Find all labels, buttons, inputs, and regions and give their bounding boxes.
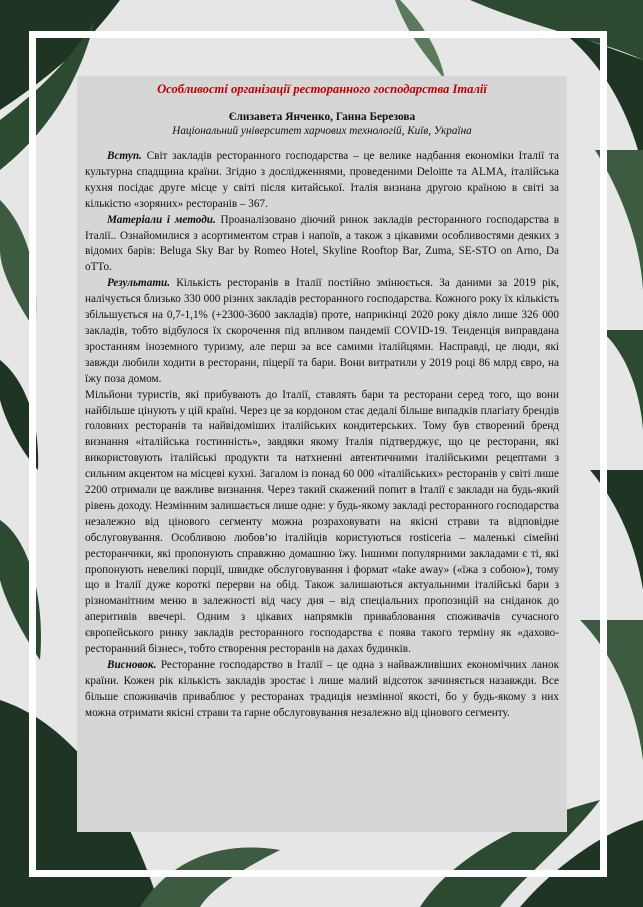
intro-paragraph bbox=[85, 149, 559, 213]
authors: Єлизавета Янченко, Ганна Березова bbox=[228, 111, 416, 123]
methods-paragraph bbox=[85, 213, 559, 277]
conclusion-label: Висновок. bbox=[107, 659, 157, 671]
intro-label: Вступ. bbox=[107, 150, 142, 162]
conclusion-paragraph bbox=[85, 658, 559, 722]
affiliation: Національний університет харчових технологій, Київ, Україна bbox=[172, 125, 472, 137]
results-paragraph bbox=[85, 276, 559, 387]
conclusion-text: Ресторанне господарство в Італії – це одна з найважливіших економічних ланок країни. Кожен рік кількість закладів зростає і лише малий відсоток зачиняється назавжди. Все більше споживачів приваблює у ресторанах традиція незмінної якості, бо у будь-якому з них можна отримати якісні страви та гарне обслуговування незалежно від цінового сегменту. bbox=[85, 659, 560, 719]
results-text: Кількість ресторанів в Італії постійно змінюється. За даними за 2019 рік, налічується близько 330 000 різних закладів ресторанного господарства. Кожного року їх кількість збільшується на 0,7-1,1% (+2300-3600 закладів) проте, наприкінці 2020 року діяло лише 326 000 закладів, тобто відбулося їх скорочення під впливом пандемії COVID-19. Тенденція виправдана зростанням іноземного туризму, але перш за все самими італійцями. Насправді, це люди, які завжди любили ходити в ресторани, піцерії та бари. Вони витратили у 2019 році 86 млрд євро, на їжу поза домом. bbox=[85, 277, 560, 385]
methods-text: Проаналізовано діючий ринок закладів ресторанного господарства в Італії.. Ознайомилися з асортиментом страв і напоїв, а також з цікавими особливостями деяких з відомих барів: Beluga Sky Bar by Romeo Hotel, Skyline Rooftop Bar, Zuma, SE-STO on Arno, Da oTTo. bbox=[85, 213, 559, 274]
results-label: Результати. bbox=[107, 277, 171, 290]
methods-label: Матеріали і методи. bbox=[107, 213, 216, 226]
page-title: Особливості організації ресторанного господарства Італії bbox=[157, 82, 487, 96]
intro-text: Світ закладів ресторанного господарства – це велике надбання економіки Італії та культурна спадщина країни. Згідно з дослідженнями, проведеними Deloitte та ALMA, італійська кухня посідає друге місце у світі після китайської. Італія визнана другою країною в світі за кількістю «зоряних» ресторанів – 367. bbox=[85, 150, 560, 210]
results-paragraph-2: Мільйони туристів, які прибувають до Італії, ставлять бари та ресторани серед того, що вони найбільше цінують у цій країні. Через це за кордоном стає дедалі більше випадків плагіату брендів головних ресторанів та найвідоміших італійських кондитерських. Тому був створений бренд визнання «італійська гостинність», завдяки якому Італія підтверджує, що це ресторани, які використовують італійські продукти та натхненні автентичними італійськими рецептами з сильним акцентом на місцеві кухні. Загалом із понад 60 000 «італійських» ресторанів у світі лише 2200 отримали це важливе визнання. Через такий скажений попит в Італії є заклади на будь-який рівень доходу. Незмінним залишається лише одне: у будь-якому закладі ресторанного господарства незалежно від цінового сегменту можна розраховувати на якісні страви та відповідне обслуговування. Особливою любов’ю італійців користуються rosticeria – маленькі сімейні ресторанчики, які пропонують справжню домашню їжу. Іншими популярними закладами є ті, які пропонують невеликі порції, швидке обслуговування і формат «take away» («їжа з собою»), тому що в Італії дуже короткі перерви на обід. Також залишаються актуальними італійські бари з різноманітним меню в залежності від часу дня – від спеціальних пропозицій на сніданок до аперитивів ввечері. Одним з цікавих напрямків привабловання споживачів сучасного європейського ринку закладів ресторанного господарства є поява такого терміну як «дахово-ресторанний бізнес», тобто створення ресторанів на дахах будинків. bbox=[85, 388, 560, 656]
abstract-panel bbox=[77, 76, 567, 832]
